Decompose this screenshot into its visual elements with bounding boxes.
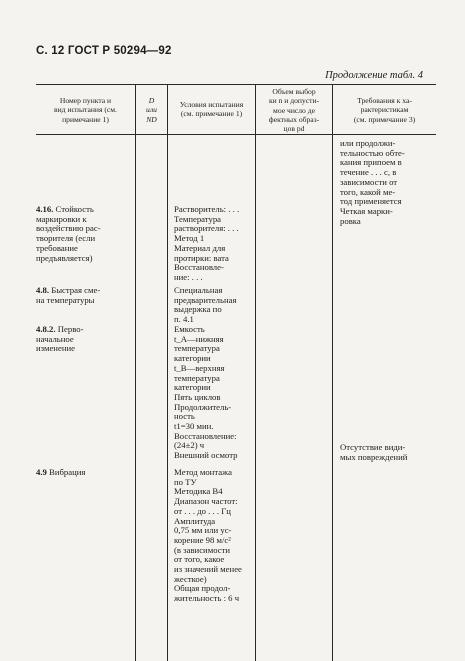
column-divider-4	[332, 84, 333, 661]
row3-conditions: Емкость t_A—нижняя температура категории t_B—верхняя температура категории Пять циклов Продолжитель- ность t1=30 мин. Восстановление: (24±2) ч Внешний осмотр	[174, 324, 238, 461]
row2-number: 4.8.	[36, 285, 50, 295]
row4-conditions: Метод монтажа по ТУ Методика В4 Диапазон частот: от . . . до . . . Гц Амплитуда 0,75 мм или ус- корение 98 м/с² (в зависимости от того, какое из значений менее жесткое) Общая продол- жительность : 6 ч	[174, 467, 242, 604]
header-sample-size: Объем выбор ки n и допусти- мое число де фектных образ- цов pd	[268, 87, 320, 134]
header-requirements: Требования к ха- рактеристикам (см. примечание 3)	[353, 96, 416, 124]
row1-test-text: Стойкость маркировки к воздействию рас- творителя (если требование предъявляется)	[36, 204, 101, 263]
header-d-nd: D или ND	[146, 96, 157, 124]
row4-number: 4.9	[36, 467, 47, 477]
row0-requirements: или продолжи- тельностью обте- кания припоем в течение . . . с, в зависимости от того, какой ме- тод применяется Четкая марки- ровка	[340, 138, 405, 226]
page-header: С. 12 ГОСТ Р 50294—92	[36, 45, 172, 57]
row2-test	[36, 286, 156, 305]
table-continuation-label: Продолжение табл. 4	[325, 70, 423, 81]
row3-number: 4.8.2.	[36, 324, 56, 334]
table-top-rule	[36, 84, 436, 85]
column-divider-1	[135, 84, 136, 661]
table-header-rule	[36, 134, 436, 135]
row3-test-text: Перво- начальное изменение	[36, 324, 84, 354]
row1-test	[36, 205, 156, 263]
header-conditions: Условия испытания (см. примечание 1)	[179, 100, 244, 119]
row2-conditions: Специальная предварительная выдержка по п. 4.1	[174, 285, 237, 325]
row2-test-text: Быстрая сме- на температуры	[36, 285, 101, 305]
row3-test	[36, 325, 156, 354]
row1-number: 4.16.	[36, 204, 54, 214]
row4-test	[36, 468, 156, 478]
row4-test-text: Вибрация	[49, 467, 86, 477]
row1-conditions: Растворитель: . . . Температура растворителя: . . . Метод 1 Материал для протирки: вата Восстановле- ние: . . .	[174, 204, 240, 282]
column-divider-2	[167, 84, 168, 661]
header-test-number: Номер пункта и вид испытания (см. примечание 1)	[54, 96, 117, 124]
row3-requirements: Отсутствие види- мых повреждений	[340, 442, 408, 462]
